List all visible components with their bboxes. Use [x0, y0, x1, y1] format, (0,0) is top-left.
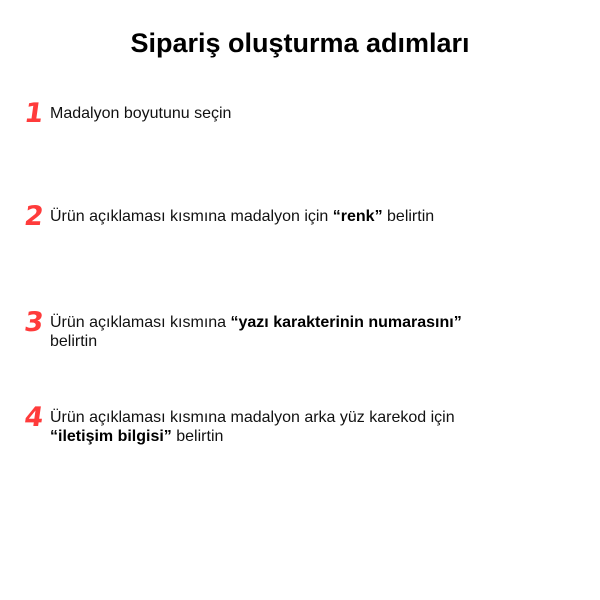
step-2-text-bold: “renk” — [332, 208, 383, 225]
step-2-text — [50, 207, 570, 226]
step-number-3: 3 — [22, 307, 46, 338]
step-4-text-before: Ürün açıklaması kısmına madalyon arka yüz karekod için — [50, 409, 455, 426]
page-title: Sipariş oluşturma adımları — [130, 28, 470, 58]
step-2-text-before: Ürün açıklaması kısmına madalyon için — [50, 208, 333, 225]
step-4-text-after: belirtin — [171, 428, 224, 445]
step-3-text-before: Ürün açıklaması kısmına — [50, 314, 231, 331]
step-2-text-after: belirtin — [382, 208, 435, 225]
step-number-2: 2 — [22, 201, 46, 232]
step-1-text-before: Madalyon boyutunu seçin — [50, 105, 232, 122]
step-3-text — [50, 313, 570, 351]
step-number-1: 1 — [22, 98, 46, 129]
step-4-text-bold: “iletişim bilgisi” — [50, 428, 172, 445]
step-1-text — [50, 104, 570, 123]
step-number-4: 4 — [22, 402, 46, 433]
step-3-text-after: belirtin — [50, 333, 98, 350]
step-4-text — [50, 408, 570, 446]
step-3-text-bold: “yazı karakterinin numarasını” — [230, 314, 462, 331]
